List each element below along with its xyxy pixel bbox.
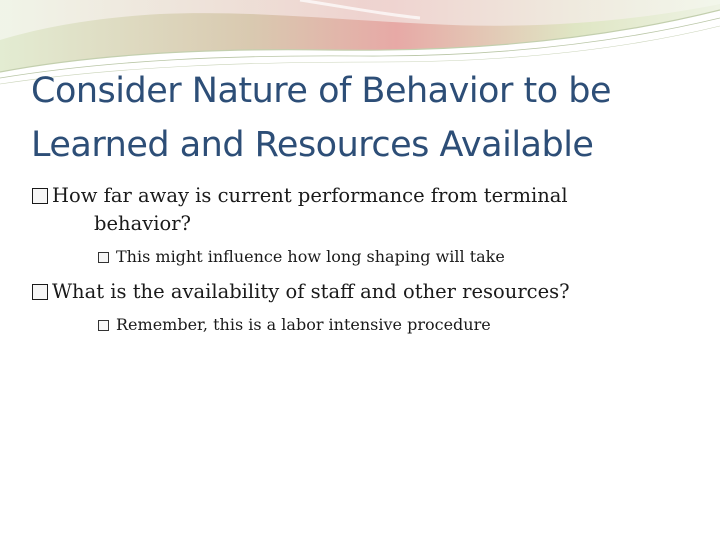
bullet-1-line-2: behavior? bbox=[94, 212, 191, 235]
square-sub-bullet-icon bbox=[98, 252, 109, 263]
square-bullet-icon bbox=[32, 284, 48, 300]
sub-bullet-item-1 bbox=[32, 246, 692, 268]
bullet-2-line-1: What is the availability of staff and other resources? bbox=[52, 280, 570, 303]
title-line-2: Learned and Resources Available bbox=[31, 125, 594, 165]
bullet-item-2 bbox=[32, 278, 692, 306]
sub-bullet-1-text: This might influence how long shaping will take bbox=[116, 247, 505, 266]
title-line-1: Consider Nature of Behavior to be bbox=[31, 71, 611, 111]
bullet-item-1 bbox=[32, 182, 692, 238]
square-sub-bullet-icon bbox=[98, 320, 109, 331]
sub-bullet-2-text: Remember, this is a labor intensive procedure bbox=[116, 315, 491, 334]
slide-title bbox=[31, 64, 701, 172]
sub-bullet-item-2 bbox=[32, 314, 692, 336]
square-bullet-icon bbox=[32, 188, 48, 204]
bullet-1-line-1: How far away is current performance from terminal bbox=[52, 184, 568, 207]
